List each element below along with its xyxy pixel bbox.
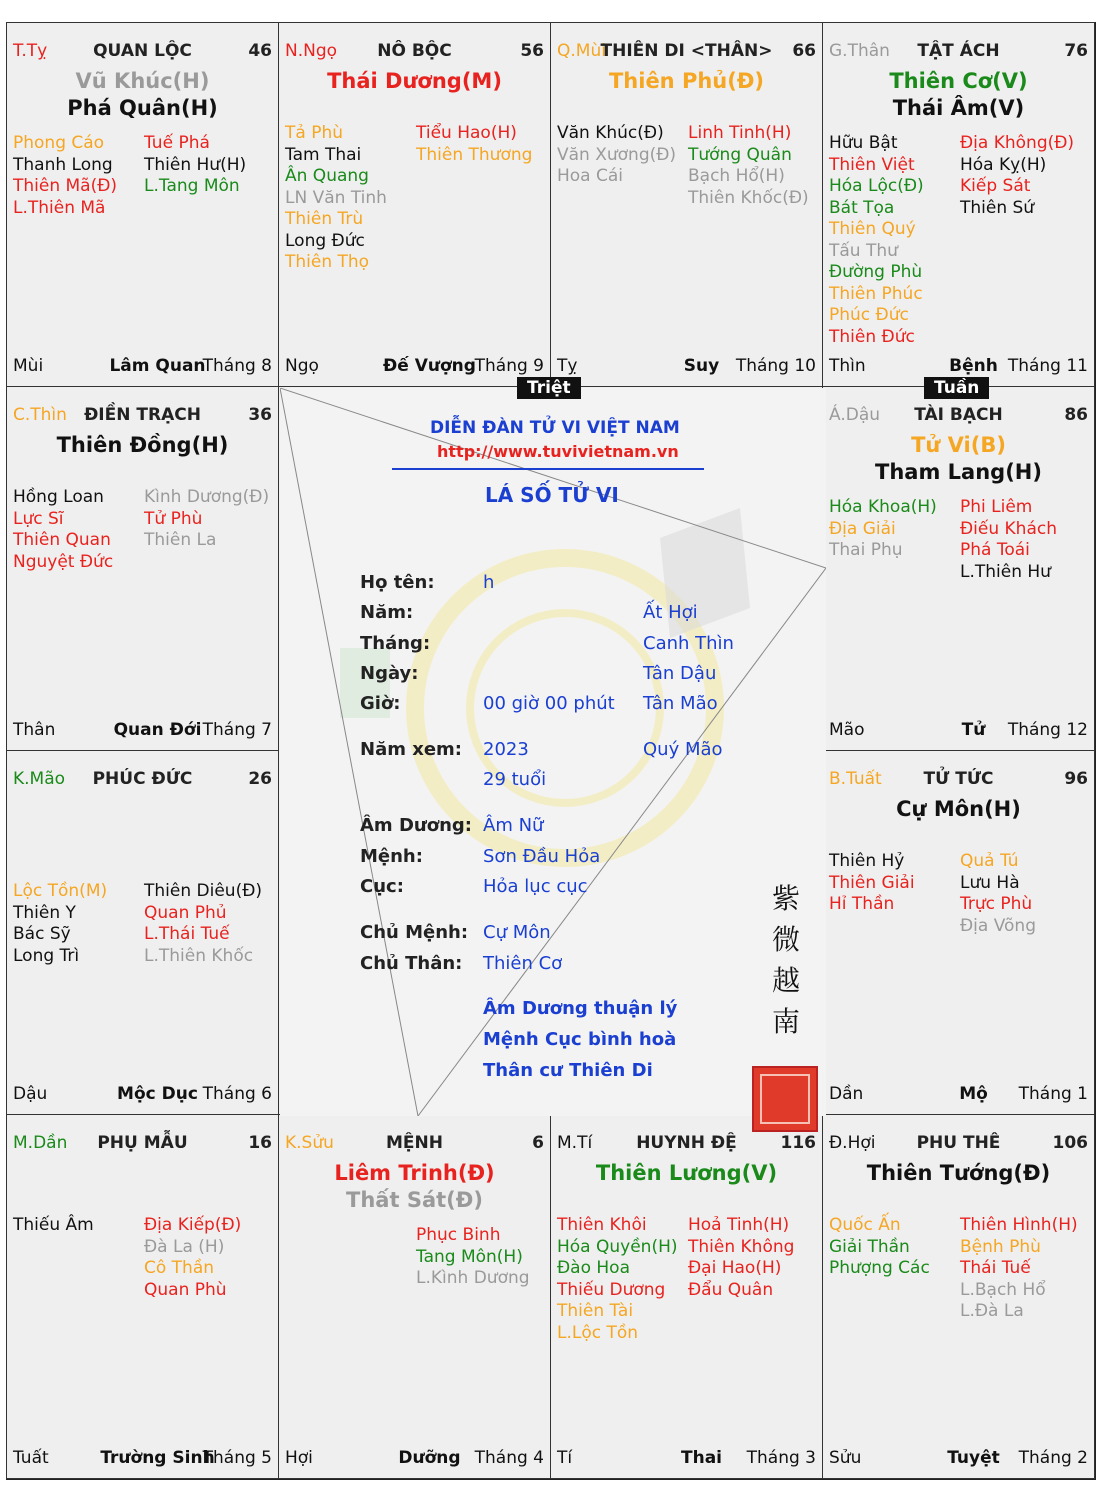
minor-star: Thiên Phúc — [829, 283, 923, 304]
minor-stars-right — [144, 487, 269, 552]
minor-star: Lưu Hà — [960, 872, 1020, 893]
branch-label: Sửu — [829, 1448, 862, 1468]
minor-star: Thiên Hỷ — [829, 851, 905, 871]
seal-char: 微 — [771, 923, 800, 956]
info-value: Hỏa lục cục — [483, 876, 588, 897]
minor-star: Thiên Thọ — [285, 252, 370, 272]
minor-star: Bác Sỹ — [13, 924, 71, 944]
minor-star: Thái Tuế — [960, 1258, 1031, 1278]
palace-footer — [557, 356, 816, 378]
main-star: Thiên Cơ(V) — [889, 69, 1028, 93]
minor-star: Hữu Bật — [829, 133, 898, 153]
minor-star: Quan Phù — [144, 1279, 227, 1300]
main-star: Thiên Lương(V) — [595, 1161, 778, 1185]
minor-stars-right — [960, 1215, 1078, 1323]
minor-stars-right — [144, 133, 246, 198]
minor-stars-right — [960, 497, 1057, 583]
can-chi-label: M.Dần — [13, 1133, 68, 1153]
palace-header — [285, 41, 544, 63]
can-chi-label: Á.Dậu — [829, 405, 881, 425]
minor-stars-left — [829, 133, 924, 348]
info-value-can-chi: Ất Hợi — [643, 602, 698, 623]
minor-star: L.Thiên Mã — [13, 197, 106, 218]
minor-star: Thiếu Âm — [13, 1215, 94, 1235]
info-value-can-chi: Tân Mão — [643, 693, 718, 714]
minor-star: Phục Binh — [416, 1225, 501, 1245]
minor-star: Kiếp Sát — [960, 176, 1031, 196]
can-chi-label: T.Tỵ — [13, 41, 48, 61]
minor-star: L.Bạch Hổ — [960, 1279, 1046, 1300]
minor-star: Hóa Quyền(H) — [557, 1236, 678, 1257]
minor-star: Thiên Hình(H) — [960, 1215, 1078, 1235]
age-label: 6 — [532, 1133, 544, 1153]
main-star: Vũ Khúc(H) — [75, 69, 210, 93]
minor-star: Thiên Diêu(Đ) — [144, 881, 263, 901]
minor-star: Thanh Long — [13, 154, 113, 175]
branch-label: Ngọ — [285, 356, 319, 376]
branch-label: Tỵ — [557, 356, 578, 376]
minor-star: Thiên Khốc(Đ) — [688, 187, 809, 208]
minor-star: Thiên Hư(H) — [144, 154, 247, 175]
age-label: 36 — [248, 405, 272, 425]
palace-name: PHU THÊ — [916, 1133, 1001, 1153]
seal-char: 紫 — [771, 882, 800, 915]
month-label: Tháng 3 — [746, 1448, 816, 1468]
minor-star: L.Đà La — [960, 1301, 1024, 1321]
minor-star: Hóa Kỵ(H) — [960, 154, 1047, 175]
minor-star: Hỉ Thần — [829, 894, 895, 914]
main-star: Phá Quân(H) — [67, 96, 218, 120]
red-seal-stamp — [752, 1066, 818, 1132]
minor-star: Tam Thai — [285, 144, 362, 165]
minor-star: Thiên Quan — [13, 530, 111, 550]
info-label: Cục: — [360, 876, 404, 897]
trang-sinh-label: Bệnh — [949, 356, 998, 376]
minor-star: Địa Kiếp(Đ) — [144, 1215, 242, 1235]
minor-star: Văn Khúc(Đ) — [557, 123, 664, 143]
minor-star: Phi Liêm — [960, 497, 1033, 517]
palace-name: QUAN LỘC — [93, 41, 192, 61]
palace-name: PHỤ MẪU — [97, 1133, 188, 1153]
palace-phuc-duc[interactable] — [6, 750, 279, 1115]
palace-header — [13, 41, 272, 63]
horoscope-chart — [6, 22, 1096, 1480]
site-url[interactable]: http://www.tuvivietnam.vn — [437, 442, 679, 461]
palace-name: ĐIỀN TRẠCH — [84, 405, 201, 425]
month-label: Tháng 9 — [474, 356, 544, 376]
info-value: Âm Nữ — [483, 815, 544, 836]
info-label: Âm Dương: — [360, 815, 472, 836]
palace-header — [829, 41, 1088, 63]
info-value: Sơn Đầu Hỏa — [483, 846, 601, 867]
main-star: Liêm Trinh(Đ) — [334, 1161, 495, 1185]
palace-name: NÔ BỘC — [377, 41, 452, 61]
month-label: Tháng 6 — [202, 1084, 272, 1104]
minor-star: Địa Võng — [960, 915, 1036, 936]
minor-star: Thiên Không — [688, 1236, 795, 1257]
trang-sinh-label: Tử — [961, 720, 986, 740]
age-label: 16 — [248, 1133, 272, 1153]
palace-name: TỬ TỨC — [923, 769, 994, 789]
main-star: Tử Vi(B) — [911, 433, 1006, 457]
month-label: Tháng 7 — [202, 720, 272, 740]
summary-note: Thân cư Thiên Di — [483, 1060, 653, 1081]
minor-stars-left — [557, 1215, 678, 1344]
minor-stars-right — [688, 123, 809, 209]
age-label: 56 — [520, 41, 544, 61]
main-star: Thiên Tướng(Đ) — [866, 1161, 1051, 1185]
palace-footer — [557, 1448, 816, 1470]
age-label: 76 — [1064, 41, 1088, 61]
month-label: Tháng 10 — [735, 356, 816, 376]
minor-star: Đà La (H) — [144, 1236, 225, 1257]
trang-sinh-label: Tuyệt — [947, 1448, 1000, 1468]
info-label: Năm xem: — [360, 739, 463, 760]
info-value: 00 giờ 00 phút — [483, 693, 615, 714]
branch-label: Mão — [829, 720, 865, 740]
minor-star: Lộc Tồn(M) — [13, 881, 108, 901]
palace-quan-loc[interactable] — [6, 22, 279, 387]
can-chi-label: M.Tí — [557, 1133, 593, 1153]
minor-star: Bệnh Phù — [960, 1236, 1041, 1257]
can-chi-label: G.Thân — [829, 41, 890, 61]
can-chi-label: C.Thìn — [13, 405, 67, 425]
title-divider — [392, 468, 704, 470]
palace-footer — [829, 720, 1088, 742]
minor-star: Tiểu Hao(H) — [416, 123, 517, 143]
minor-stars-right — [144, 1215, 241, 1301]
can-chi-label: K.Sửu — [285, 1133, 334, 1153]
palace-footer — [285, 356, 544, 378]
palace-name: THIÊN DI <THÂN> — [600, 41, 773, 61]
info-label: Chủ Thân: — [360, 953, 463, 974]
minor-star: Hóa Khoa(H) — [829, 497, 937, 517]
minor-star: Thiên Sứ — [960, 197, 1035, 218]
branch-label: Hợi — [285, 1448, 313, 1468]
info-label: Năm: — [360, 602, 414, 623]
minor-star: Quan Phủ — [144, 902, 227, 923]
palace-menh[interactable] — [278, 1114, 551, 1479]
minor-stars-left — [557, 123, 676, 188]
month-label: Tháng 5 — [202, 1448, 272, 1468]
info-value: 2023 — [483, 739, 529, 760]
main-star: Tham Lang(H) — [875, 460, 1042, 484]
minor-star: Thiên Y — [13, 902, 76, 923]
trang-sinh-label: Trường Sinh — [100, 1448, 215, 1468]
age-label: 46 — [248, 41, 272, 61]
palace-thien-di[interactable] — [550, 22, 823, 387]
minor-star: Thiên Giải — [829, 872, 915, 893]
minor-star: Thiếu Dương — [557, 1279, 666, 1300]
minor-star: Nguyệt Đức — [13, 551, 114, 572]
minor-stars-right — [960, 133, 1074, 219]
minor-star: Địa Giải — [829, 518, 896, 539]
minor-star: Tuế Phá — [144, 133, 210, 153]
minor-star: Kình Dương(Đ) — [144, 487, 270, 507]
palace-phu-the[interactable] — [822, 1114, 1095, 1479]
minor-stars-left — [13, 1215, 94, 1237]
minor-star: Long Trì — [13, 945, 80, 966]
palace-name: PHÚC ĐỨC — [92, 769, 193, 789]
palace-header — [557, 1133, 816, 1155]
branch-label: Thìn — [829, 356, 866, 376]
branch-label: Thân — [13, 720, 56, 740]
minor-star: Phượng Các — [829, 1258, 930, 1278]
month-label: Tháng 12 — [1007, 720, 1088, 740]
minor-star: Tả Phù — [285, 123, 344, 143]
palace-huynh-de[interactable] — [550, 1114, 823, 1479]
palace-dien-trach[interactable] — [6, 386, 279, 751]
palace-header — [13, 769, 272, 791]
minor-star: LN Văn Tinh — [285, 187, 387, 208]
info-label: Tháng: — [360, 633, 431, 654]
palace-name: HUYNH ĐỆ — [636, 1133, 737, 1153]
branch-label: Tuất — [13, 1448, 49, 1468]
age-label: 106 — [1052, 1133, 1088, 1153]
minor-star: Bát Tọa — [829, 197, 895, 218]
palace-header — [285, 1133, 544, 1155]
age-label: 116 — [780, 1133, 816, 1153]
palace-header — [829, 769, 1088, 791]
branch-label: Dần — [829, 1084, 864, 1104]
palace-header — [13, 1133, 272, 1155]
minor-star: Thai Phụ — [829, 540, 903, 560]
seal-char: 南 — [771, 1005, 800, 1038]
age-label: 66 — [792, 41, 816, 61]
palace-footer — [829, 356, 1088, 378]
minor-star: L.Tang Môn — [144, 176, 240, 196]
palace-header — [829, 1133, 1088, 1155]
main-star: Thiên Đồng(H) — [56, 433, 229, 457]
minor-star: Tướng Quân — [688, 144, 792, 165]
minor-star: Đẩu Quân — [688, 1279, 774, 1300]
minor-star: Địa Không(Đ) — [960, 133, 1075, 153]
minor-stars-left — [829, 1215, 930, 1280]
minor-star: L.Thái Tuế — [144, 924, 230, 944]
minor-stars-left — [13, 881, 107, 967]
month-label: Tháng 8 — [202, 356, 272, 376]
minor-star: Thiên Đức — [829, 326, 915, 347]
age-label: 86 — [1064, 405, 1088, 425]
info-label: Họ tên: — [360, 572, 435, 593]
minor-star: Quốc Ấn — [829, 1215, 901, 1235]
minor-star: Phúc Đức — [829, 305, 909, 325]
minor-star: Đường Phù — [829, 262, 923, 282]
summary-note: Mệnh Cục bình hoà — [483, 1029, 677, 1050]
site-title: DIỄN ĐÀN TỬ VI VIỆT NAM — [430, 418, 680, 438]
palace-footer — [285, 1448, 544, 1470]
minor-star: Thiên La — [144, 530, 217, 550]
minor-star: Cô Thần — [144, 1258, 215, 1278]
minor-star: L.Thiên Khốc — [144, 945, 254, 966]
age-label: 96 — [1064, 769, 1088, 789]
palace-header — [829, 405, 1088, 427]
palace-no-boc[interactable] — [278, 22, 551, 387]
tuan-marker: Tuần — [924, 377, 989, 399]
info-value-can-chi: Quý Mão — [643, 739, 723, 760]
trang-sinh-label: Suy — [683, 356, 720, 376]
trang-sinh-label: Dưỡng — [398, 1448, 461, 1468]
minor-star: Hồng Loan — [13, 487, 104, 507]
can-chi-label: K.Mão — [13, 769, 66, 789]
can-chi-label: B.Tuất — [829, 769, 882, 789]
minor-star: Đại Hao(H) — [688, 1258, 782, 1278]
main-star: Thất Sát(Đ) — [346, 1188, 483, 1212]
info-value: Cự Môn — [483, 922, 551, 943]
minor-star: Trực Phù — [960, 894, 1033, 914]
branch-label: Dậu — [13, 1084, 48, 1104]
minor-star: L.Kình Dương — [416, 1268, 530, 1288]
palace-name: TÀI BẠCH — [914, 405, 1003, 425]
minor-star: Thiên Trù — [285, 209, 364, 229]
palace-header — [13, 405, 272, 427]
minor-star: Văn Xương(Đ) — [557, 144, 677, 165]
info-label: Giờ: — [360, 693, 401, 714]
minor-star: Thiên Khôi — [557, 1215, 647, 1235]
main-star: Thái Âm(V) — [892, 96, 1025, 120]
trang-sinh-label: Mộ — [959, 1084, 988, 1104]
palace-tat-ach[interactable] — [822, 22, 1095, 387]
minor-star: Long Đức — [285, 230, 365, 251]
palace-tu-tuc[interactable] — [822, 750, 1095, 1115]
trang-sinh-label: Đế Vượng — [383, 356, 476, 376]
branch-label: Tí — [557, 1448, 573, 1468]
minor-stars-right — [144, 881, 262, 967]
minor-stars-right — [416, 1225, 530, 1290]
minor-star: Hoả Tinh(H) — [688, 1215, 790, 1235]
minor-stars-right — [688, 1215, 794, 1301]
trang-sinh-label: Quan Đới — [113, 720, 202, 740]
month-label: Tháng 1 — [1018, 1084, 1088, 1104]
month-label: Tháng 2 — [1018, 1448, 1088, 1468]
minor-star: Linh Tinh(H) — [688, 123, 792, 143]
trang-sinh-label: Thai — [681, 1448, 722, 1468]
minor-star: Phong Cáo — [13, 133, 105, 153]
palace-footer — [13, 356, 272, 378]
info-label: Chủ Mệnh: — [360, 922, 469, 943]
minor-star: Tấu Thư — [829, 240, 898, 261]
seal-char: 越 — [771, 964, 800, 997]
info-value: h — [483, 572, 495, 593]
minor-star: Bạch Hổ(H) — [688, 166, 785, 186]
can-chi-label: Q.Mùi — [557, 41, 606, 61]
minor-star: Thiên Quý — [829, 219, 916, 239]
can-chi-label: N.Ngọ — [285, 41, 338, 61]
info-label: Ngày: — [360, 663, 419, 684]
center-panel — [280, 388, 826, 1116]
minor-star: Thiên Thương — [416, 144, 533, 165]
palace-phu-mau[interactable] — [6, 1114, 279, 1479]
info-value-can-chi: Tân Dậu — [643, 663, 717, 684]
minor-star: Thiên Việt — [829, 154, 915, 175]
main-star: Thái Dương(M) — [327, 69, 502, 93]
minor-star: Phá Toái — [960, 540, 1030, 560]
minor-star: Thiên Tài — [557, 1301, 634, 1321]
can-chi-label: Đ.Hợi — [829, 1133, 876, 1153]
minor-stars-left — [285, 123, 387, 274]
minor-star: Tang Môn(H) — [416, 1246, 523, 1267]
palace-header — [557, 41, 816, 63]
main-star: Thiên Phủ(Đ) — [608, 69, 765, 93]
main-star: Cự Môn(H) — [896, 797, 1021, 821]
minor-stars-right — [960, 851, 1036, 937]
minor-star: Điếu Khách — [960, 518, 1057, 539]
palace-footer — [13, 720, 272, 742]
summary-note: Âm Dương thuận lý — [483, 998, 678, 1019]
minor-star: L.Lộc Tồn — [557, 1322, 639, 1343]
info-value-can-chi: Canh Thìn — [643, 633, 734, 654]
month-label: Tháng 11 — [1007, 356, 1088, 376]
minor-star: Ân Quang — [285, 166, 369, 186]
palace-tai-bach[interactable] — [822, 386, 1095, 751]
chart-heading: LÁ SỐ TỬ VI — [485, 483, 619, 507]
seal-text — [766, 878, 806, 1042]
minor-stars-left — [829, 497, 937, 562]
palace-footer — [829, 1448, 1088, 1470]
minor-star: Đào Hoa — [557, 1258, 630, 1278]
minor-stars-left — [829, 851, 915, 916]
info-label: Mệnh: — [360, 846, 423, 867]
age-label: 26 — [248, 769, 272, 789]
palace-footer — [13, 1084, 272, 1106]
minor-stars-left — [13, 133, 117, 219]
minor-star: Giải Thần — [829, 1236, 910, 1257]
palace-name: TẬT ÁCH — [917, 41, 1000, 61]
month-label: Tháng 4 — [474, 1448, 544, 1468]
info-value: 29 tuổi — [483, 769, 547, 790]
palace-footer — [829, 1084, 1088, 1106]
branch-label: Mùi — [13, 356, 44, 376]
minor-stars-right — [416, 123, 532, 166]
info-value: Thiên Cơ — [483, 953, 563, 974]
trang-sinh-label: Lâm Quan — [109, 356, 206, 376]
minor-star: Thiên Mã(Đ) — [13, 176, 118, 196]
minor-star: Hoa Cái — [557, 166, 624, 186]
minor-star: Lực Sĩ — [13, 508, 64, 529]
minor-star: Quả Tú — [960, 851, 1019, 871]
palace-footer — [13, 1448, 272, 1470]
minor-star: L.Thiên Hư — [960, 561, 1051, 582]
trang-sinh-label: Mộc Dục — [117, 1084, 198, 1104]
minor-stars-left — [13, 487, 113, 573]
palace-name: MỆNH — [386, 1133, 443, 1153]
minor-star: Tử Phù — [144, 508, 203, 529]
minor-star: Hóa Lộc(Đ) — [829, 176, 924, 196]
triet-marker: Triệt — [517, 377, 581, 399]
